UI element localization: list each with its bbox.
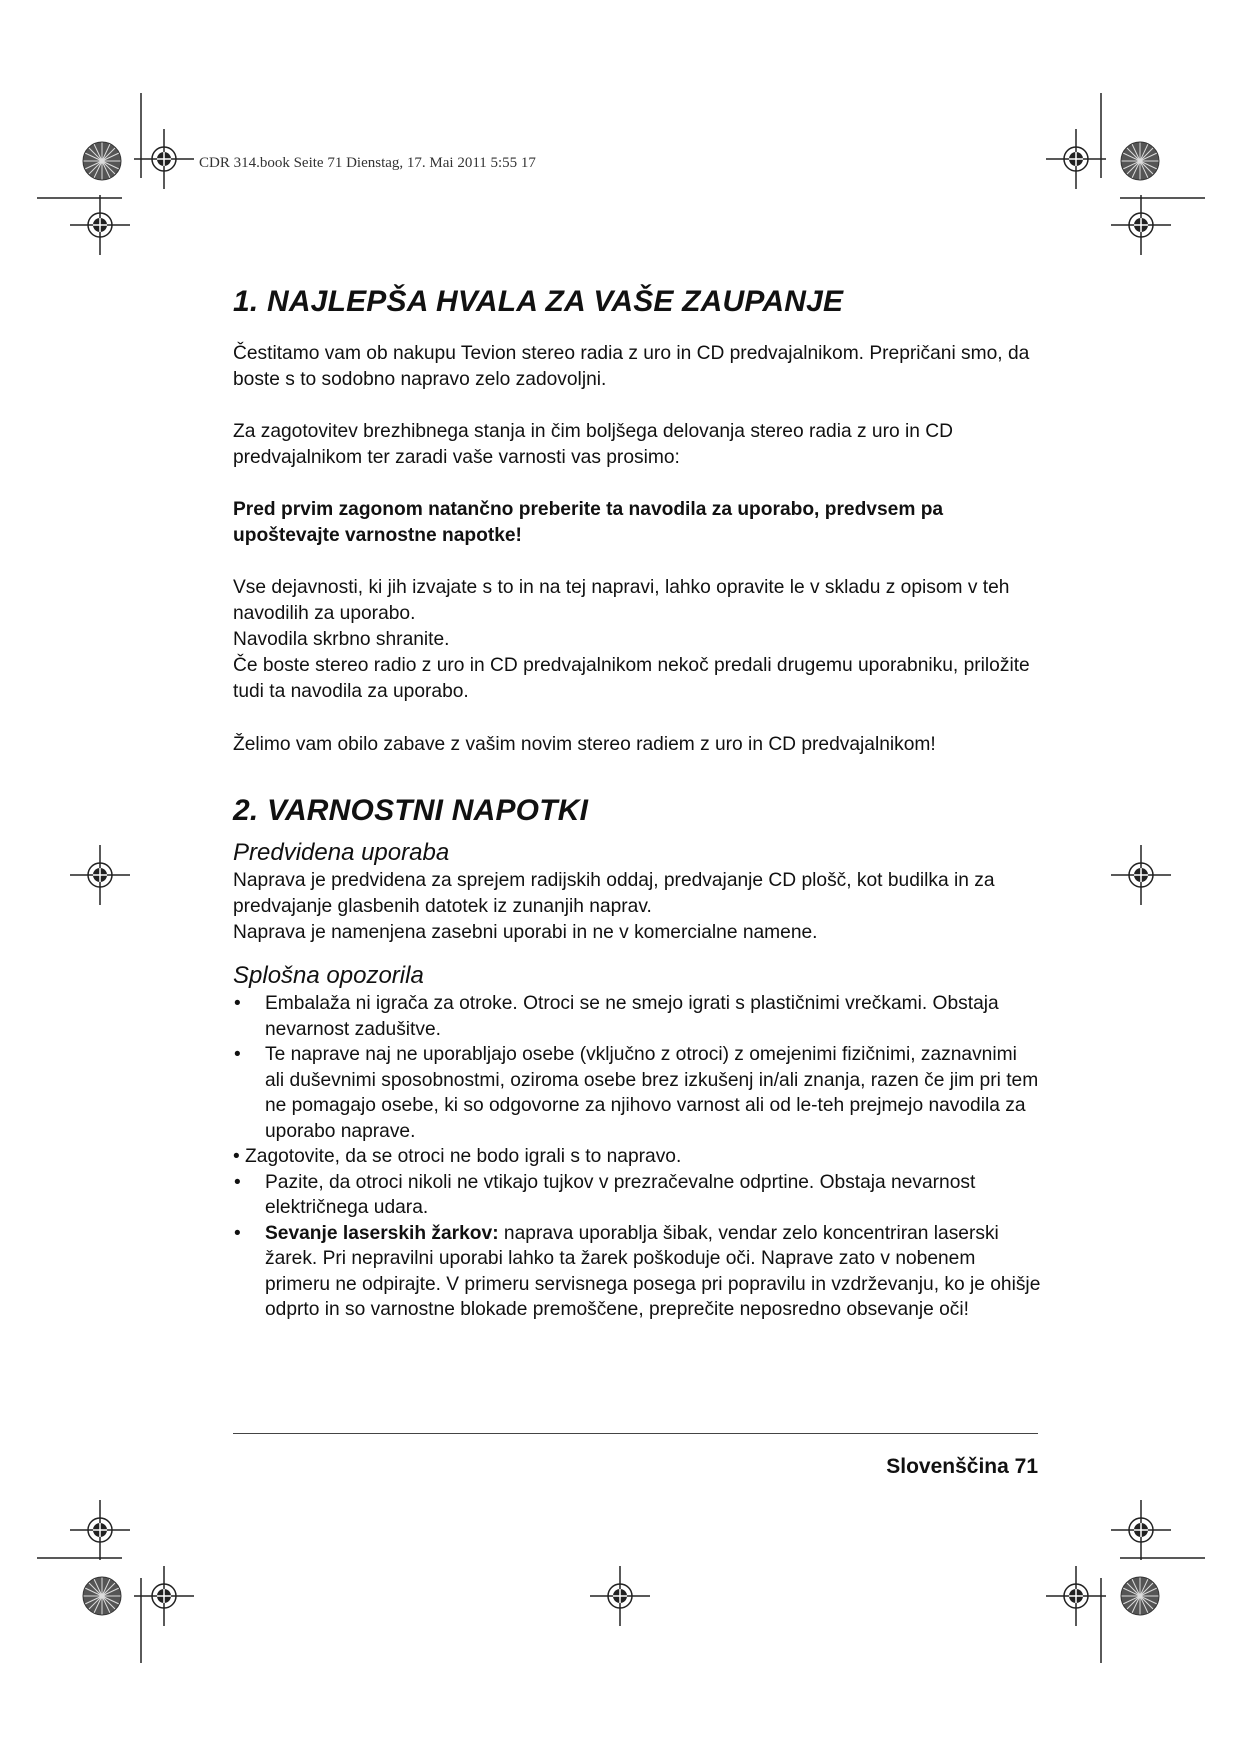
paragraph-keep-manual: Navodila skrbno shranite. <box>233 629 450 650</box>
footer-divider <box>233 1433 1038 1434</box>
subsection-general-warnings-title: Splošna opozorila <box>233 962 424 989</box>
warnings-list-continued <box>233 1170 1041 1323</box>
laser-warning-label: Sevanje laserskih žarkov: <box>265 1222 499 1244</box>
subsection-intended-use-title: Predvidena uporaba <box>233 839 450 866</box>
print-slug: CDR 314.book Seite 71 Dienstag, 17. Mai 2011 5:55 17 <box>199 155 536 171</box>
paragraph-intended-use: Naprava je predvidena za sprejem radijskih oddaj, predvajanje CD plošč, kot budilka in za predvajanje glasbenih datotek iz zunanjih naprav. <box>233 870 995 917</box>
paragraph-activities: Vse dejavnosti, ki jih izvajate s to in na tej napravi, lahko opravite le v skladu z opisom v teh navodilih za uporabo. <box>233 577 1010 624</box>
list-item: • Pazite, da otroci nikoli ne vtikajo tujkov v prezračevalne odprtine. Obstaja nevarnost električnega udara. <box>233 1170 1041 1221</box>
list-item: • Te naprave naj ne uporabljajo osebe (vključno z otroci) z omejenimi fizičnimi, zaznavnimi ali duševnimi sposobnostmi, oziroma osebe brez izkušenj in/ali znanja, razen če jim pri tem ne pomagajo osebe, ki so odgovorne za njihovo varnost ali od le-teh prejmejo navodila za uporabo naprave. <box>233 1042 1041 1144</box>
list-item-laser <box>233 1221 1041 1323</box>
section-2-title: 2. VARNOSTNI NAPOTKI <box>233 794 589 827</box>
paragraph-intro: Čestitamo vam ob nakupu Tevion stereo radia z uro in CD predvajalnikom. Prepričani smo, da boste s to sodobno napravo zelo zadovoljni. <box>233 343 1030 390</box>
paragraph-warning-read: Pred prvim zagonom natančno preberite ta navodila za uporabo, predvsem pa upoštevajte varnostne napotke! <box>233 499 944 546</box>
paragraph-enjoy: Želimo vam obilo zabave z vašim novim stereo radiem z uro in CD predvajalnikom! <box>233 734 936 755</box>
section-1-title: 1. NAJLEPŠA HVALA ZA VAŠE ZAUPANJE <box>233 285 844 318</box>
laser-warning-text: naprava uporablja šibak, vendar zelo koncentriran laserski žarek. Pri nepravilni uporabi lahko ta žarek poškoduje oči. Naprave zato v nobenem primeru ne odpirajte. V primeru servisnega posega pri popravilu in vzdrževanju, ko je ohišje odprto in so varnostne blokade premoščene, preprečite neposredno obsevanje oči! <box>265 1222 1041 1320</box>
page-number: Slovenščina 71 <box>886 1455 1038 1478</box>
list-item: • Embalaža ni igrača za otroke. Otroci se ne smejo igrati s plastičnimi vrečkami. Obstaja nevarnost zadušitve. <box>233 991 1041 1042</box>
list-item-children: • Zagotovite, da se otroci ne bodo igrali s to napravo. <box>233 1146 682 1167</box>
paragraph-handover: Če boste stereo radio z uro in CD predvajalnikom nekoč predali drugemu uporabniku, priložite tudi ta navodila za uporabo. <box>233 655 1030 702</box>
paragraph-private-use: Naprava je namenjena zasebni uporabi in ne v komercialne namene. <box>233 922 818 943</box>
page-content <box>233 285 1041 1323</box>
paragraph-request: Za zagotovitev brezhibnega stanja in čim boljšega delovanja stereo radia z uro in CD predvajalnikom ter zaradi vaše varnosti vas prosimo: <box>233 421 953 468</box>
warnings-list <box>233 991 1041 1144</box>
